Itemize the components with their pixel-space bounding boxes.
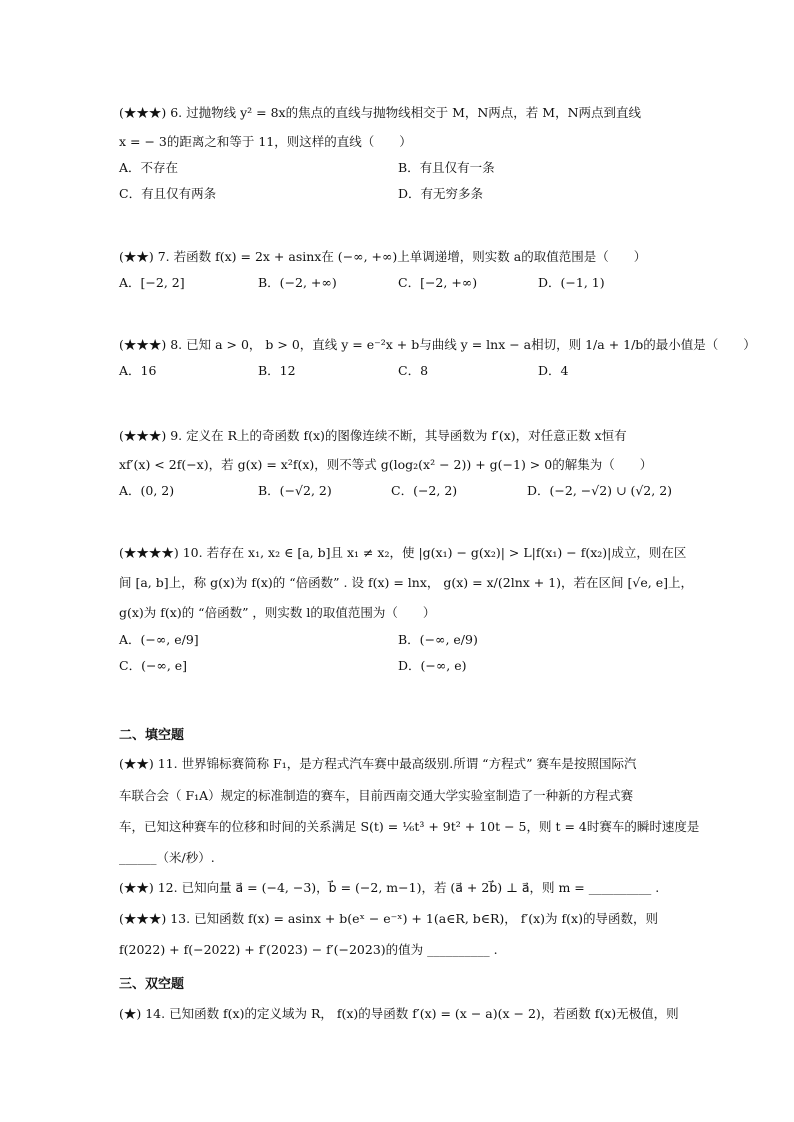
q13-line-1: (★★★) 13. 已知函数 f(x) = asinx + b(eˣ − e⁻ˣ) + 1(a∈R, b∈R)， f′(x)为 f(x)的导函数，则 [119,911,658,926]
q6-line-1: (★★★) 6. 过抛物线 y² = 8x的焦点的直线与抛物线相交于 M，N两点，若 M，N两点到直线 [119,105,642,120]
q9-option-a: A．(0, 2) [119,483,175,498]
q6-line-2: x = − 3的距离之和等于 11，则这样的直线（ ） [119,134,412,149]
q7-option-a: A．[−2, 2] [119,275,185,290]
q14-line-1: (★) 14. 已知函数 f(x)的定义域为 R， f(x)的导函数 f′(x) = (x − a)(x − 2)，若函数 f(x)无极值，则 [119,1006,679,1021]
section-title-fill-in: 二、填空题 [119,728,185,743]
q8-option-a: A．16 [119,363,157,378]
q9-line-2: xf′(x) < 2f(−x)，若 g(x) = x²f(x)，则不等式 g(log₂(x² − 2)) + g(−1) > 0的解集为（ ） [119,457,653,472]
q7-option-d: D．(−1, 1) [538,275,605,290]
q7-option-b: B．(−2, +∞) [258,275,337,290]
section-title-double-blank: 三、双空题 [119,977,185,992]
q9-option-d: D．(−2, −√2) ∪ (√2, 2) [527,483,673,498]
q11-line-2: 车联合会（ F₁A）规定的标准制造的赛车，目前西南交通大学实验室制造了一种新的方程式赛 [119,788,634,803]
q10-line-1: (★★★★) 10. 若存在 x₁, x₂ ∈ [a, b]且 x₁ ≠ x₂，使 |g(x₁) − g(x₂)| > L|f(x₁) − f(x₂)|成立，则在区 [119,545,687,560]
q6-option-a: A．不存在 [119,160,179,175]
q11-line-4: ______（米/秒）. [119,850,215,865]
q10-option-d: D．(−∞, e) [398,658,467,673]
q10-option-a: A．(−∞, e/9] [119,632,199,647]
q7-line-1: (★★) 7. 若函数 f(x) = 2x + asinx在 (−∞, +∞)上单调递增，则实数 a的取值范围是（ ） [119,249,647,264]
q9-line-1: (★★★) 9. 定义在 R上的奇函数 f(x)的图像连续不断，其导函数为 f′(x)，对任意正数 x恒有 [119,428,627,443]
q13-line-2: f(2022) + f(−2022) + f′(2023) − f′(−2023)的值为 __________ . [119,942,498,957]
q6-option-d: D．有无穷多条 [398,186,484,201]
q6-option-c: C．有且仅有两条 [119,186,217,201]
q9-option-c: C．(−2, 2) [391,483,458,498]
q10-line-3: g(x)为 f(x)的 “倍函数” ，则实数 l的取值范围为（ ） [119,605,436,620]
q7-option-c: C．[−2, +∞) [398,275,478,290]
q11-line-3: 车，已知这种赛车的位移和时间的关系满足 S(t) = ⅙t³ + 9t² + 10t − 5，则 t = 4时赛车的瞬时速度是 [119,819,700,834]
q11-line-1: (★★) 11. 世界锦标赛简称 F₁，是方程式汽车赛中最高级别.所谓 “方程式” 赛车是按照国际汽 [119,756,637,771]
q9-option-b: B．(−√2, 2) [258,483,332,498]
q8-option-c: C．8 [398,363,429,378]
q6-option-b: B．有且仅有一条 [398,160,495,175]
q12-line-1: (★★) 12. 已知向量 a⃗ = (−4, −3)，b⃗ = (−2, m−1)，若 (a⃗ + 2b⃗) ⊥ a⃗，则 m = __________ . [119,880,660,895]
q8-option-b: B．12 [258,363,296,378]
q10-line-2: 间 [a, b]上，称 g(x)为 f(x)的 “倍函数” . 设 f(x) = lnx， g(x) = x/(2lnx + 1)，若在区间 [√e, e]上， [119,575,693,590]
q8-option-d: D．4 [538,363,569,378]
q10-option-b: B．(−∞, e/9) [398,632,478,647]
q10-option-c: C．(−∞, e] [119,658,188,673]
q8-line-1: (★★★) 8. 已知 a > 0， b > 0，直线 y = e⁻²x + b与曲线 y = lnx − a相切，则 1/a + 1/b的最小值是（ ） [119,337,756,352]
